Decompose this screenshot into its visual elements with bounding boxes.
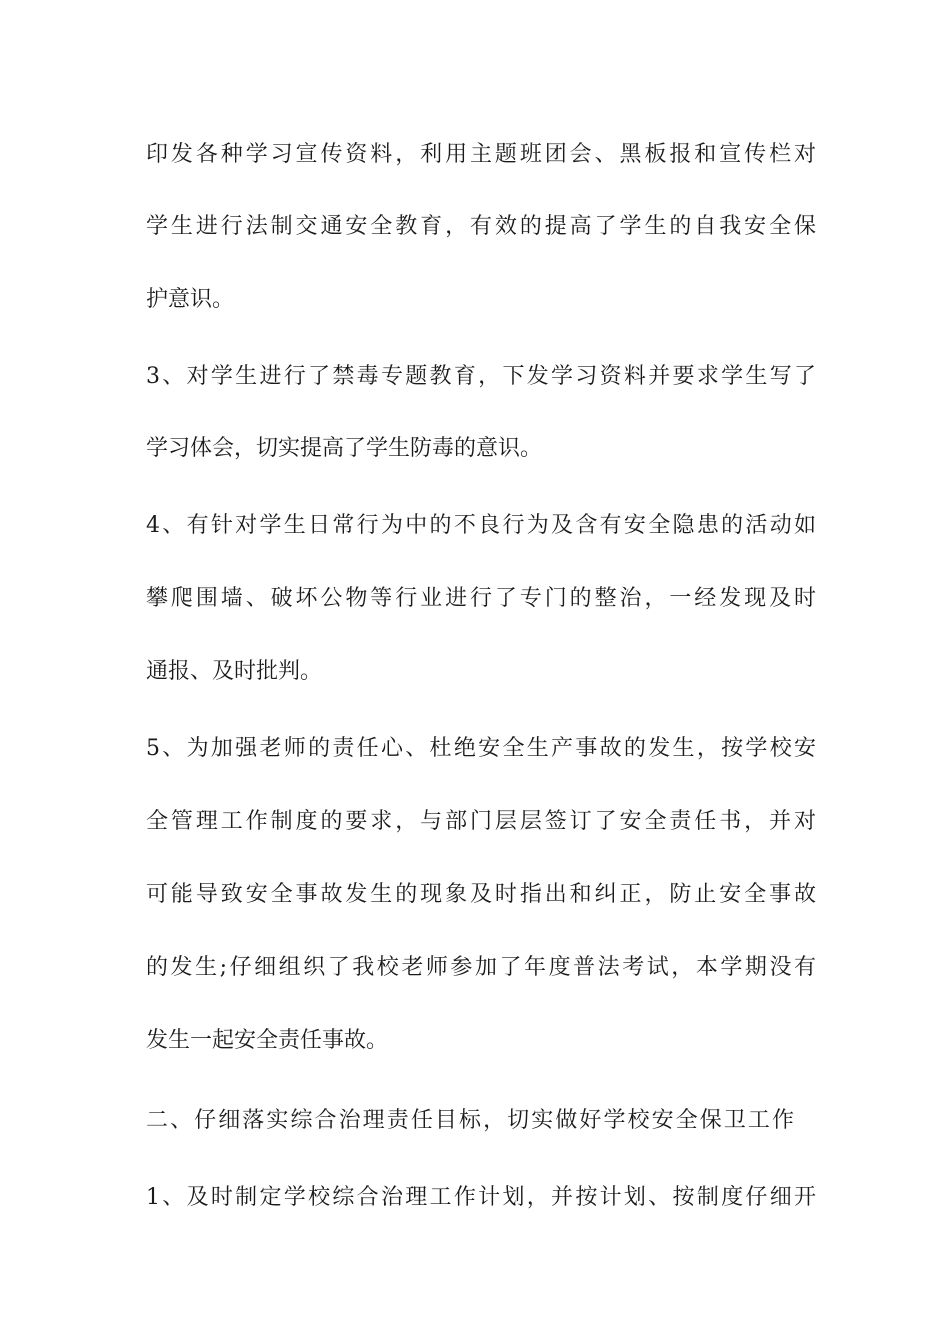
text-line: 4、有针对学生日常行为中的不良行为及含有安全隐患的活动如: [146, 513, 816, 538]
text-line: 1、及时制定学校综合治理工作计划，并按计划、按制度仔细开: [146, 1185, 816, 1210]
text-line: 可能导致安全事故发生的现象及时指出和纠正，防止安全事故: [146, 882, 816, 907]
text-line: 全管理工作制度的要求，与部门层层签订了安全责任书，并对: [146, 809, 816, 834]
section-heading: 二、仔细落实综合治理责任目标，切实做好学校安全保卫工作: [146, 1108, 794, 1133]
text-line: 攀爬围墙、破坏公物等行业进行了专门的整治，一经发现及时: [146, 586, 816, 611]
text-line: 印发各种学习宣传资料，利用主题班团会、黑板报和宣传栏对: [146, 142, 816, 167]
text-line: 学生进行法制交通安全教育，有效的提高了学生的自我安全保: [146, 214, 816, 239]
text-line: 通报、及时批判。: [146, 659, 323, 684]
text-line: 护意识。: [146, 287, 235, 312]
text-line: 发生一起安全责任事故。: [146, 1028, 389, 1053]
text-line: 学习体会，切实提高了学生防毒的意识。: [146, 436, 543, 461]
text-line: 5、为加强老师的责任心、杜绝安全生产事故的发生，按学校安: [146, 736, 816, 761]
text-line: 3、对学生进行了禁毒专题教育，下发学习资料并要求学生写了: [146, 364, 816, 389]
text-line: 的发生;仔细组织了我校老师参加了年度普法考试，本学期没有: [146, 955, 816, 980]
